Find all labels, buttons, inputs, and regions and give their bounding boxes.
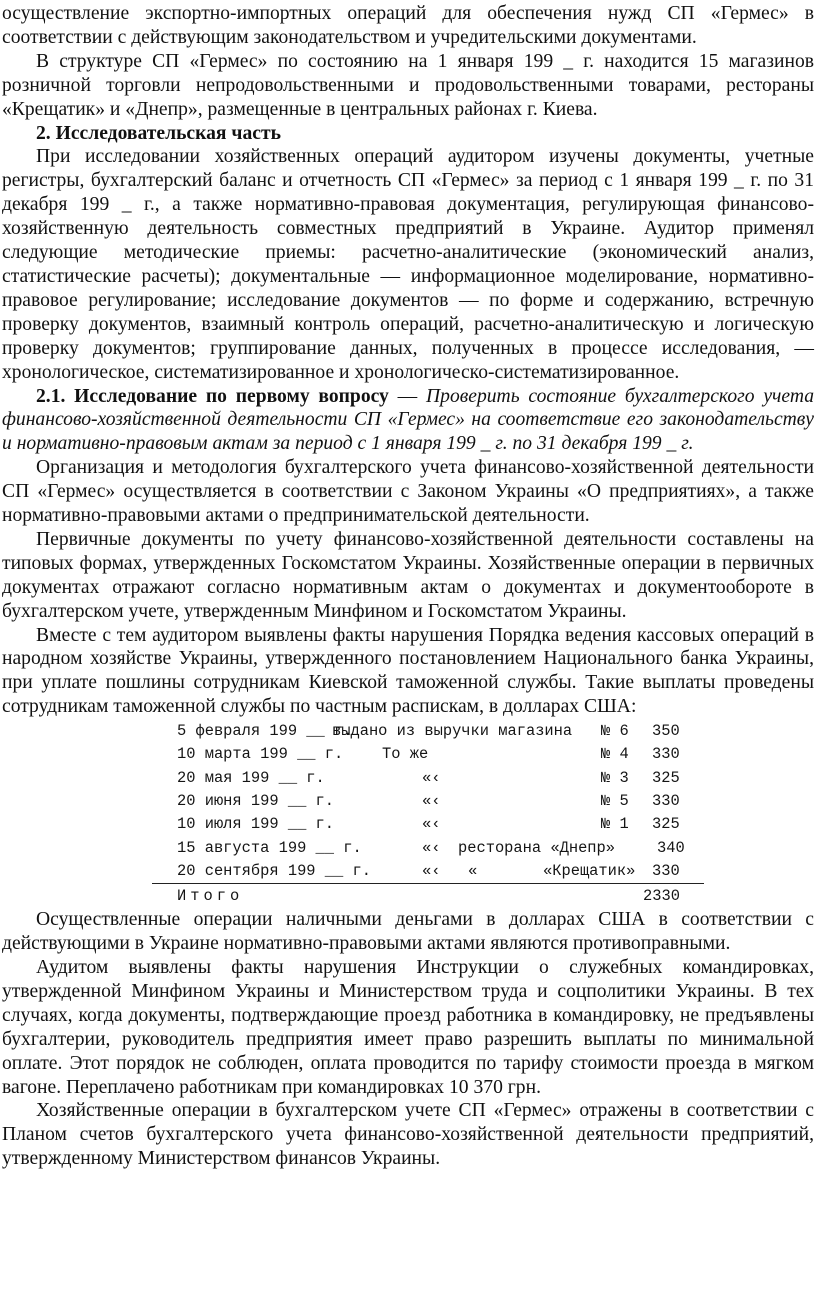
payment-amount: 330: [652, 861, 680, 880]
subsection-dash: —: [388, 385, 426, 407]
ditto-mark: «‹: [422, 792, 441, 811]
paragraph-violations-cash: Вместе с тем аудитором выявлены факты нарушения Порядка ведения кассовых операций в народном хозяйстве Украины, утвержденного постановлением Национального банка Украины, при уплате пошлины сотрудникам Киевской таможенной службы. Такие выплаты проведены сотрудникам таможенной службы по частным распискам, в долларах США:: [2, 624, 814, 718]
shop-number: № 3: [601, 768, 629, 787]
section-heading: 2. Исследовательская часть: [36, 122, 281, 144]
shop-number: № 4: [601, 745, 629, 764]
table-row: [2, 743, 816, 766]
payment-date: 20 июня 199 __ г.: [177, 792, 335, 811]
paragraph-business-trips: Аудитом выявлены факты нарушения Инструкции о служебных командировках, утвержденной Минфином Украины и Министерством труда и соцполитики Украины. В тех случаях, когда документы, подтверждающие проезд работника в командировку, не предъявлены бухгалтерии, руководитель предприятия имеет право разрешить выплаты по минимальной оплате. Этот порядок не соблюден, оплата проводится по тарифу стоимости проезда в мягком вагоне. Переплачено работникам при командировках 10 370 грн.: [2, 957, 814, 1098]
paragraph-primary-documents: Первичные документы по учету финансово-хозяйственной деятельности составлены на типовых формах, утвержденных Госкомстатом Украины. Хозяйственные операции в первичных документах отражают согласно нормативным актам о документах и документообороте в бухгалтерском учете, утвержденным Минфином и Госкомстатом Украины.: [2, 528, 814, 622]
payment-description: выдано из выручки магазина: [332, 722, 573, 741]
ditto-mark: «‹: [422, 815, 441, 834]
payment-amount: 330: [652, 745, 680, 764]
subsection-heading-paragraph: [2, 385, 814, 457]
table-row: [2, 813, 816, 836]
payment-date: 20 мая 199 __ г.: [177, 768, 325, 787]
paragraph-structure: В структуре СП «Гермес» по состоянию на 1 января 199 _ г. находится 15 магазинов розничной торговли непродовольственными и продовольственными товарами, рестораны «Крещатик» и «Днепр», размещенные в центральных районах г. Киева.: [2, 50, 814, 120]
payment-place: ресторана «Днепр»: [458, 838, 616, 857]
payment-date: 5 февраля 199 __ г.: [177, 722, 353, 741]
paragraph-organization: Организация и методология бухгалтерского учета финансово-хозяйственной деятельности СП «Гермес» осуществляется в соответствии с Законом Украины «О предприятиях», а также нормативно-правовыми актами о предпринимательской деятельности.: [2, 457, 814, 527]
ditto-mark: «‹: [422, 861, 441, 880]
total-row: [2, 885, 816, 908]
total-divider: [152, 883, 704, 884]
shop-number: № 6: [601, 722, 629, 741]
subsection-question: Проверить состояние бухгалтерского учета финансово-хозяйственной деятельности СП «Гермес» на соответствие его законодательству и нормативно-правовым актам за период с 1 января 199 _ г. по 31 декабря 199 _ г.: [2, 385, 815, 455]
shop-number: № 5: [601, 792, 629, 811]
payment-date: 15 августа 199 __ г.: [177, 838, 362, 857]
payment-date: 10 июля 199 __ г.: [177, 815, 335, 834]
payment-date: 20 сентября 199 __ г.: [177, 861, 371, 880]
table-row: [2, 837, 816, 860]
total-amount: 2330: [643, 887, 680, 906]
paragraph-illegal-operations: Осуществленные операции наличными деньгами в долларах США в соответствии с действующими в Украине нормативно-правовыми актами являются противоправными.: [2, 909, 814, 955]
payment-amount: 330: [652, 792, 680, 811]
table-row: [2, 860, 816, 883]
ditto-mark: «: [468, 861, 478, 880]
payment-amount: 325: [652, 815, 680, 834]
payment-place: «Крещатик»: [543, 861, 636, 880]
payment-date: 10 марта 199 __ г.: [177, 745, 344, 764]
table-row: [2, 790, 816, 813]
payment-amount: 350: [652, 722, 680, 741]
payment-amount: 340: [657, 838, 685, 857]
ditto-mark: «‹: [422, 838, 441, 857]
paragraph-research-methods: При исследовании хозяйственных операций аудитором изучены документы, учетные регистры, бухгалтерский баланс и отчетность СП «Гермес» за период с 1 января 199 _ г. по 31 декабря 199 _ г., а также нормативно-правовая документация, регулирующая финансово-хозяйственную деятельность совместных предприятий в Украине. Аудитор применял следующие методические приемы: расчетно-аналитические (экономический анализ, статистические расчеты); документальные — информационное моделирование, нормативно-правовое регулирование; исследование документов — по форме и содержанию, встречную проверку документов, взаимный контроль операций, расчетно-аналитическую и логическую проверку документов; группирование данных, полученных в процессе исследования, — хронологическое, систематизированное и хронологическо-систематизированное.: [2, 146, 814, 383]
table-row: [2, 767, 816, 790]
table-row: [2, 720, 816, 743]
payment-description: То же: [382, 745, 429, 764]
subsection-title: 2.1. Исследование по первому вопросу: [36, 385, 389, 407]
payment-amount: 325: [652, 768, 680, 787]
total-label: Итого: [177, 887, 244, 906]
ditto-mark: «‹: [422, 768, 441, 787]
payments-table: [2, 720, 814, 908]
shop-number: № 1: [601, 815, 629, 834]
paragraph-continuation: осуществление экспортно-импортных операций для обеспечения нужд СП «Гермес» в соответствии с действующим законодательством и учредительскими документами.: [2, 3, 814, 48]
paragraph-chart-of-accounts: Хозяйственные операции в бухгалтерском учете СП «Гермес» отражены в соответствии с Планом счетов бухгалтерского учета финансово-хозяйственной деятельности предприятий, утвержденному Министерством финансов Украины.: [2, 1100, 814, 1170]
